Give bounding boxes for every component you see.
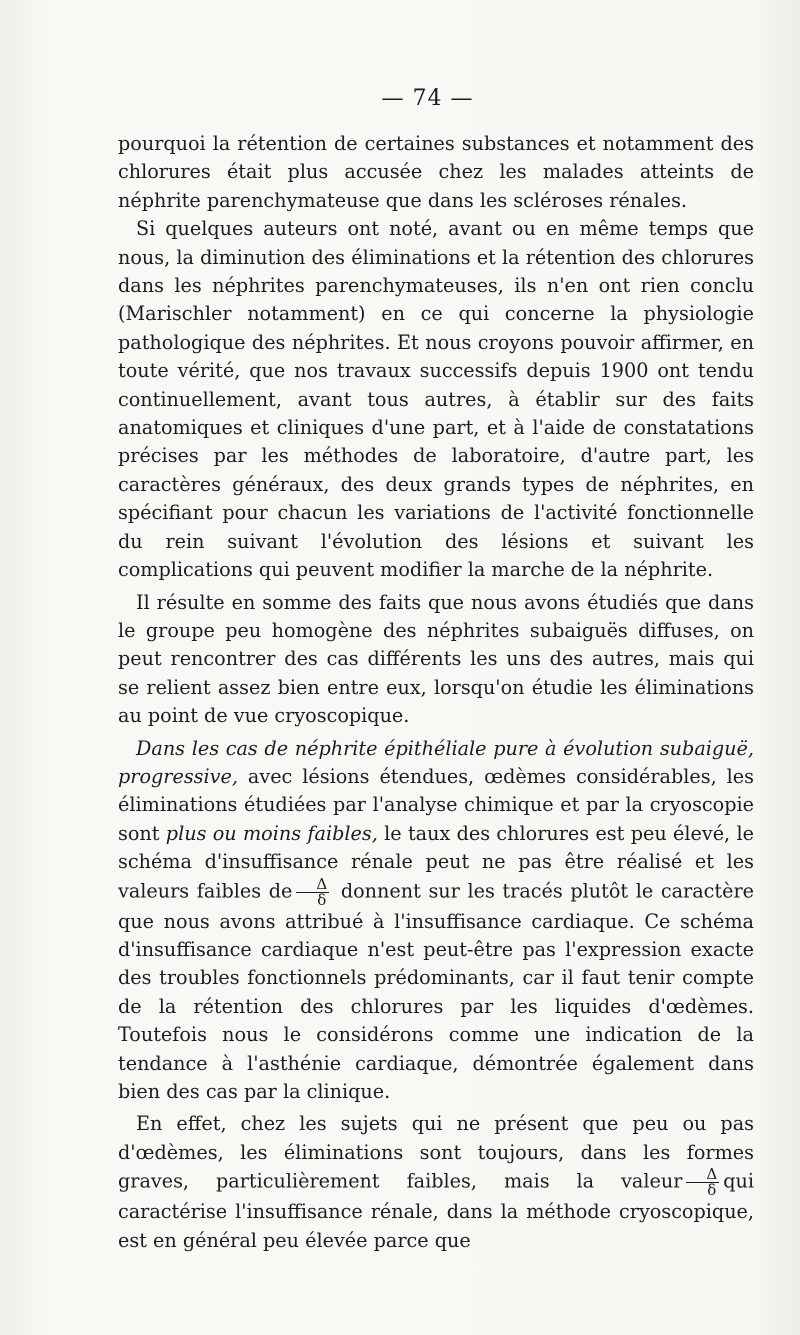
page-number: — 74 — bbox=[381, 86, 474, 111]
paragraph-5-text-a: En effet, chez les sujets qui ne présent que peu ou pas d'œdèmes, les éliminations sont toujours, dans les formes graves, particulièrement faibles, mais la valeur bbox=[118, 1112, 754, 1193]
italic-phrase-1: Dans les cas de néphrite épithéliale pure à évolution subaiguë, progressive, bbox=[118, 736, 754, 788]
fraction-denominator: δ bbox=[317, 890, 327, 909]
paragraph-5-text-b: qui caractérise l'insuffisance rénale, dans la méthode cryoscopique, est en général peu élevée parce que bbox=[118, 1169, 754, 1252]
fraction-numerator: Δ bbox=[686, 1167, 719, 1183]
delta-fraction-2 bbox=[686, 1167, 719, 1198]
paragraph-4-text-c: donnent sur les tracés plutôt le caractère que nous avons attribué à l'insuffisance cardiaque. Ce schéma d'insuffisance cardiaque n'est peut-être pas l'expression exacte des troubles fonctionnels prédominants, car il faut tenir compte de la rétention des chlorures par les liquides d'œdèmes. Toutefois nous le considérons comme une indication de la tendance à l'asthénie cardiaque, démontrée également dans bien des cas par la clinique. bbox=[118, 879, 754, 1103]
delta-fraction-1 bbox=[296, 874, 329, 909]
body-text bbox=[118, 130, 754, 1255]
paragraph-5 bbox=[118, 1110, 754, 1255]
paragraph-2: Si quelques auteurs ont noté, avant ou en même temps que nous, la diminution des éliminations et la rétention des chlorures dans les néphrites parenchymateuses, ils n'en ont rien conclu (Marischler notamment) en ce qui concerne la physiologie pathologique des néphrites. Et nous croyons pouvoir affirmer, en toute vérité, que nos travaux successifs depuis 1900 ont tendu continuellement, avant tous autres, à établir sur des faits anatomiques et cliniques d'une part, et à l'aide de constatations précises par les méthodes de laboratoire, d'autre part, les caractères généraux, des deux grands types de néphrites, en spécifiant pour chacun les variations de l'activité fonctionnelle du rein suivant l'évolution des lésions et suivant les complications qui peuvent modifier la marche de la néphrite. bbox=[118, 217, 754, 582]
paragraph-4 bbox=[118, 735, 754, 1107]
paragraph-4-text-a: avec lésions étendues, œdèmes considérables, les éliminations étudiées par l'analyse chimique et par la cryoscopie sont bbox=[118, 764, 754, 845]
italic-phrase-2: plus ou moins faibles, bbox=[165, 821, 378, 845]
fraction-numerator: Δ bbox=[296, 877, 329, 893]
paragraph-1: pourquoi la rétention de certaines substances et notamment des chlorures était plus accusée chez les malades atteints de néphrite parenchymateuse que dans les scléroses rénales. bbox=[118, 132, 754, 212]
fraction-denominator: δ bbox=[707, 1181, 717, 1200]
paragraph-3: Il résulte en somme des faits que nous avons étudiés que dans le groupe peu homogène des néphrites subaiguës diffuses, on peut rencontrer des cas différents les uns des autres, mais qui se relient assez bien entre eux, lorsqu'on étudie les éliminations au point de vue cryoscopique. bbox=[118, 590, 754, 728]
paragraph-4-text-b: le taux des chlorures est peu élevé, le schéma d'insuffisance rénale peut ne pas être réalisé et les valeurs faibles de bbox=[118, 821, 754, 903]
